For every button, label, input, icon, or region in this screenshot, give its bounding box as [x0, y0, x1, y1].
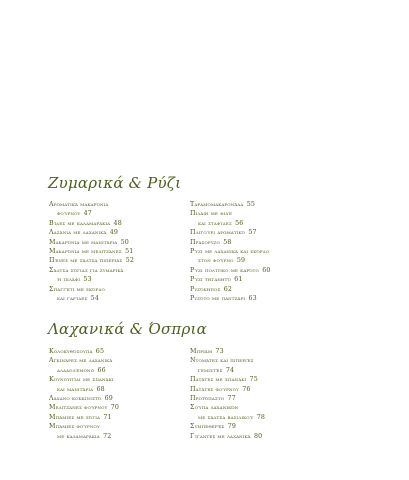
- toc-column-right: [190, 200, 350, 303]
- toc-entry-title: Μπάμιες με σόγια: [49, 413, 101, 421]
- toc-entry-page: 72: [103, 432, 112, 440]
- section-title-pasta-rice: Ζυμαρικά & Ρύζι: [48, 174, 182, 192]
- toc-entry-title: Ρυζότο με παντζάρι: [190, 295, 246, 303]
- toc-entry-page: 52: [125, 257, 135, 265]
- toc-entry-page: 48: [113, 219, 122, 227]
- toc-entry-title: Πατάτες με σπανάκι: [190, 376, 247, 384]
- toc-entry-title: Κολοκυθόσουπα: [49, 348, 93, 355]
- toc-entry: [49, 432, 209, 441]
- toc-entry: [49, 413, 209, 422]
- toc-entry-page: 55: [246, 201, 256, 208]
- toc-entry-page: 65: [95, 348, 105, 355]
- toc-entry: [49, 209, 209, 218]
- toc-entry-title: Αγκινάρες με λαχανικά: [49, 357, 113, 365]
- toc-entry: [190, 432, 350, 441]
- toc-entry-title: Συμπεθερές: [190, 423, 225, 431]
- toc-entry: [190, 285, 350, 294]
- toc-entry-title: Πρωτόπαστο: [190, 395, 225, 403]
- toc-entry-title: Σάλτσα σόγιας για ζυμαρικά: [49, 266, 124, 274]
- toc-entry: [49, 385, 209, 394]
- toc-entry: [190, 375, 350, 384]
- toc-entry-title: Ταραμομακαρονάδα: [190, 201, 244, 208]
- toc-entry-title: φούρνου: [57, 210, 81, 218]
- toc-entry: [190, 219, 350, 228]
- toc-entry-title: Σούπα λαχανικών: [190, 404, 239, 412]
- toc-entry-page: 79: [227, 423, 237, 431]
- toc-entry: [190, 256, 350, 265]
- toc-entry-title: Μπριάμ: [190, 348, 213, 355]
- toc-entry: [49, 247, 209, 256]
- toc-entry-page: 71: [103, 413, 112, 421]
- toc-entry: [49, 228, 209, 237]
- toc-entry-title: και μανιτάρια: [57, 385, 94, 393]
- toc-entry-title: Λάχανο κοκκινιστό: [49, 395, 102, 403]
- toc-entry-page: 80: [254, 432, 263, 440]
- toc-entry-title: Ρύζι πολίτικο με καρότο: [190, 266, 259, 274]
- toc-entry: [190, 422, 350, 431]
- toc-entry: [190, 209, 350, 218]
- toc-entry-title: Πιλάφι με φιδέ: [190, 210, 233, 218]
- toc-column-left: [49, 200, 209, 303]
- toc-entry-title: Πράσορυζο: [190, 238, 220, 246]
- toc-entry: [190, 356, 350, 365]
- toc-entry: [49, 403, 209, 412]
- toc-entry-page: 69: [104, 395, 113, 403]
- toc-entry-title: με σάλτσα βασιλικού: [198, 413, 254, 421]
- toc-entry-page: 77: [227, 395, 236, 403]
- toc-entry-title: Ντομάτες και πιπεριές: [190, 357, 254, 365]
- toc-entry-title: αλαδολέμονο: [57, 366, 95, 374]
- toc-entry: [49, 356, 209, 365]
- toc-entry-title: Πατάτες φούρνου: [190, 385, 239, 393]
- toc-entry: [190, 385, 350, 394]
- toc-entry: [49, 238, 209, 247]
- toc-entry: [190, 403, 350, 412]
- toc-entry-title: γεμιστές: [198, 366, 223, 374]
- toc-column-right: [190, 347, 350, 441]
- toc-entry: [49, 294, 209, 303]
- toc-entry-title: Κουνουπίδι με σπανάκι: [49, 376, 114, 384]
- toc-entry-title: Μακαρόνια με μανιτάρια: [49, 238, 118, 246]
- toc-entry: [190, 228, 350, 237]
- toc-entry: [49, 375, 209, 384]
- toc-entry-title: Πένες με σάλτσα πιπεριάς: [49, 257, 123, 265]
- toc-entry-title: Ρύζι με λαχανικά και σκόρδο: [190, 248, 270, 256]
- toc-entry-title: Βίδες με καλαμαράκια: [49, 219, 111, 227]
- toc-entry-page: 76: [242, 385, 251, 393]
- toc-entry-page: 54: [90, 295, 99, 303]
- toc-entry: [49, 347, 209, 356]
- toc-entry-page: 66: [97, 366, 106, 374]
- toc-entry: [49, 275, 209, 284]
- toc-entry-title: Μπάμιες φούρνου: [49, 423, 100, 431]
- toc-entry-page: 51: [125, 248, 134, 256]
- toc-entry-page: 59: [236, 257, 246, 265]
- toc-entry-title: Αρωματικά μακαρόνια: [49, 201, 109, 208]
- toc-entry-page: 50: [120, 238, 129, 246]
- toc-entry-page: 62: [223, 285, 233, 293]
- toc-entry-title: Μελιτζάνες φούρνου: [49, 404, 108, 412]
- toc-entry-page: 60: [262, 266, 271, 274]
- section-title-vegetables-legumes: Λαχανικά & Όσπρια: [48, 320, 207, 338]
- toc-entry: [190, 394, 350, 403]
- toc-entry: [190, 266, 350, 275]
- toc-entry-title: ή πιλάφι: [57, 276, 81, 284]
- toc-entry-page: 78: [256, 413, 266, 421]
- toc-entry-title: και γαρίδες: [57, 295, 88, 303]
- toc-entry-title: Λαζάνια με λαχανικά: [49, 229, 107, 237]
- toc-entry: [190, 413, 350, 422]
- toc-entry-page: 73: [215, 348, 224, 355]
- toc-entry-page: 63: [248, 295, 257, 303]
- toc-entry: [49, 256, 209, 265]
- toc-entry-page: 70: [110, 404, 120, 412]
- toc-entry-page: 56: [235, 219, 244, 227]
- toc-entry-page: 47: [83, 210, 92, 218]
- toc-entry: [49, 422, 209, 431]
- toc-entry-page: 49: [109, 229, 119, 237]
- toc-entry: [190, 238, 350, 247]
- toc-entry-title: Μακαρόνια με μελιτζάνες: [49, 248, 122, 256]
- toc-entry: [190, 247, 350, 256]
- toc-entry: [190, 366, 350, 375]
- toc-entry: [190, 200, 350, 209]
- toc-entry-page: 68: [96, 385, 105, 393]
- toc-entry: [190, 347, 350, 356]
- toc-entry: [190, 275, 350, 284]
- toc-entry: [49, 366, 209, 375]
- toc-entry-title: Σπαγγέτι με σκόρδο: [49, 285, 105, 293]
- toc-entry: [190, 294, 350, 303]
- toc-entry-title: Γίγαντες με λαχανικά: [190, 432, 251, 440]
- toc-entry-page: 53: [83, 276, 92, 284]
- toc-entry-page: 61: [234, 276, 243, 284]
- toc-entry-title: Ρυζόκηπος: [190, 285, 221, 293]
- toc-entry: [49, 285, 209, 294]
- toc-entry: [49, 266, 209, 275]
- toc-entry-title: Πλιγούρι αρωματικό: [190, 229, 246, 237]
- toc-entry-title: με καλαμαράκια: [57, 432, 100, 440]
- toc-entry-page: 58: [223, 238, 232, 246]
- toc-column-left: [49, 347, 209, 441]
- toc-entry: [49, 394, 209, 403]
- toc-entry-title: και σταφίδες: [198, 219, 232, 227]
- toc-entry-page: 74: [225, 366, 235, 374]
- toc-entry: [49, 200, 209, 209]
- toc-entry-page: 57: [248, 229, 257, 237]
- toc-entry-title: Ρύζι τηγανητό: [190, 276, 231, 284]
- toc-entry-page: 75: [249, 376, 258, 384]
- toc-entry: [49, 219, 209, 228]
- toc-entry-title: στον φούρνο: [198, 257, 234, 265]
